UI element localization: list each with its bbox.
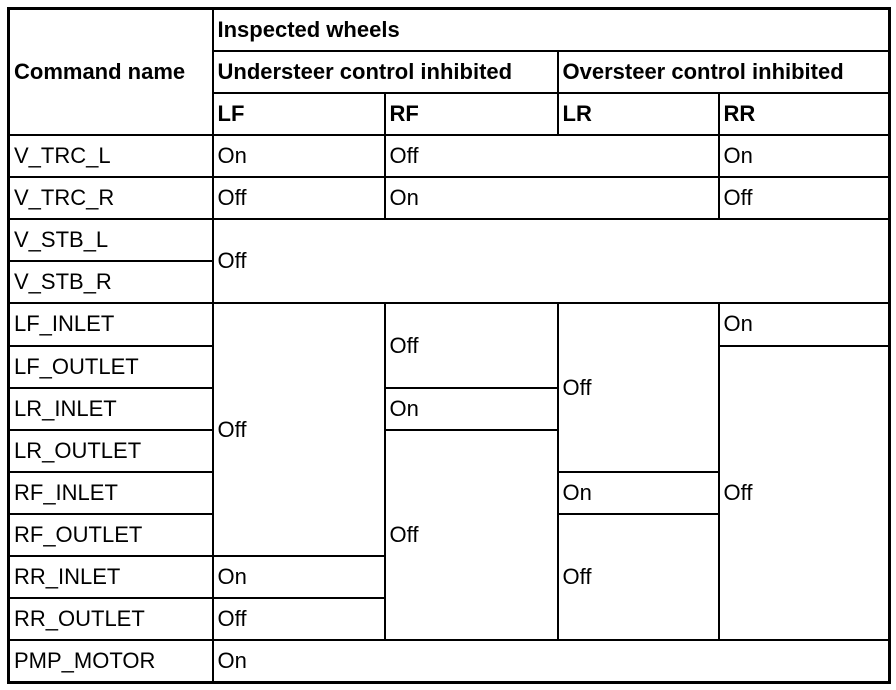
- command-name-cell: RR_OUTLET: [9, 598, 213, 640]
- value-cell: On: [719, 303, 890, 345]
- understeer-header: Understeer control inhibited: [213, 51, 558, 93]
- value-cell: Off: [719, 177, 890, 219]
- value-cell: On: [558, 472, 719, 514]
- value-cell: On: [213, 135, 385, 177]
- table-row: [9, 219, 890, 261]
- inspected-wheels-header: Inspected wheels: [213, 9, 890, 51]
- value-cell: On: [213, 640, 890, 682]
- value-cell: Off: [385, 135, 719, 177]
- value-cell: On: [719, 135, 890, 177]
- table-row: [9, 640, 890, 682]
- value-cell: On: [213, 556, 385, 598]
- value-cell: On: [385, 388, 558, 430]
- wheel-header-lf: LF: [213, 93, 385, 135]
- command-name-cell: PMP_MOTOR: [9, 640, 213, 682]
- value-cell: Off: [213, 598, 385, 640]
- oversteer-header: Oversteer control inhibited: [558, 51, 890, 93]
- command-name-cell: V_STB_R: [9, 261, 213, 303]
- value-cell: Off: [213, 177, 385, 219]
- wheel-header-rf: RF: [385, 93, 558, 135]
- command-name-cell: RR_INLET: [9, 556, 213, 598]
- header-row-1: [9, 9, 890, 51]
- command-name-cell: LR_INLET: [9, 388, 213, 430]
- value-cell: Off: [558, 514, 719, 640]
- wheel-header-lr: LR: [558, 93, 719, 135]
- command-name-cell: V_TRC_R: [9, 177, 213, 219]
- command-name-cell: V_STB_L: [9, 219, 213, 261]
- value-cell: Off: [558, 303, 719, 472]
- value-cell: Off: [385, 303, 558, 387]
- table-row: [9, 177, 890, 219]
- value-cell: Off: [719, 346, 890, 641]
- command-name-cell: V_TRC_L: [9, 135, 213, 177]
- command-name-header: Command name: [9, 9, 213, 135]
- command-name-cell: LF_OUTLET: [9, 346, 213, 388]
- value-cell: Off: [213, 303, 385, 556]
- wheel-header-rr: RR: [719, 93, 890, 135]
- inspection-table: [7, 7, 891, 684]
- value-cell: Off: [385, 430, 558, 641]
- command-name-cell: LR_OUTLET: [9, 430, 213, 472]
- value-cell: On: [385, 177, 719, 219]
- command-name-cell: LF_INLET: [9, 303, 213, 345]
- value-cell: Off: [213, 219, 890, 303]
- table-row: [9, 303, 890, 345]
- command-name-cell: RF_INLET: [9, 472, 213, 514]
- table-row: [9, 135, 890, 177]
- command-name-cell: RF_OUTLET: [9, 514, 213, 556]
